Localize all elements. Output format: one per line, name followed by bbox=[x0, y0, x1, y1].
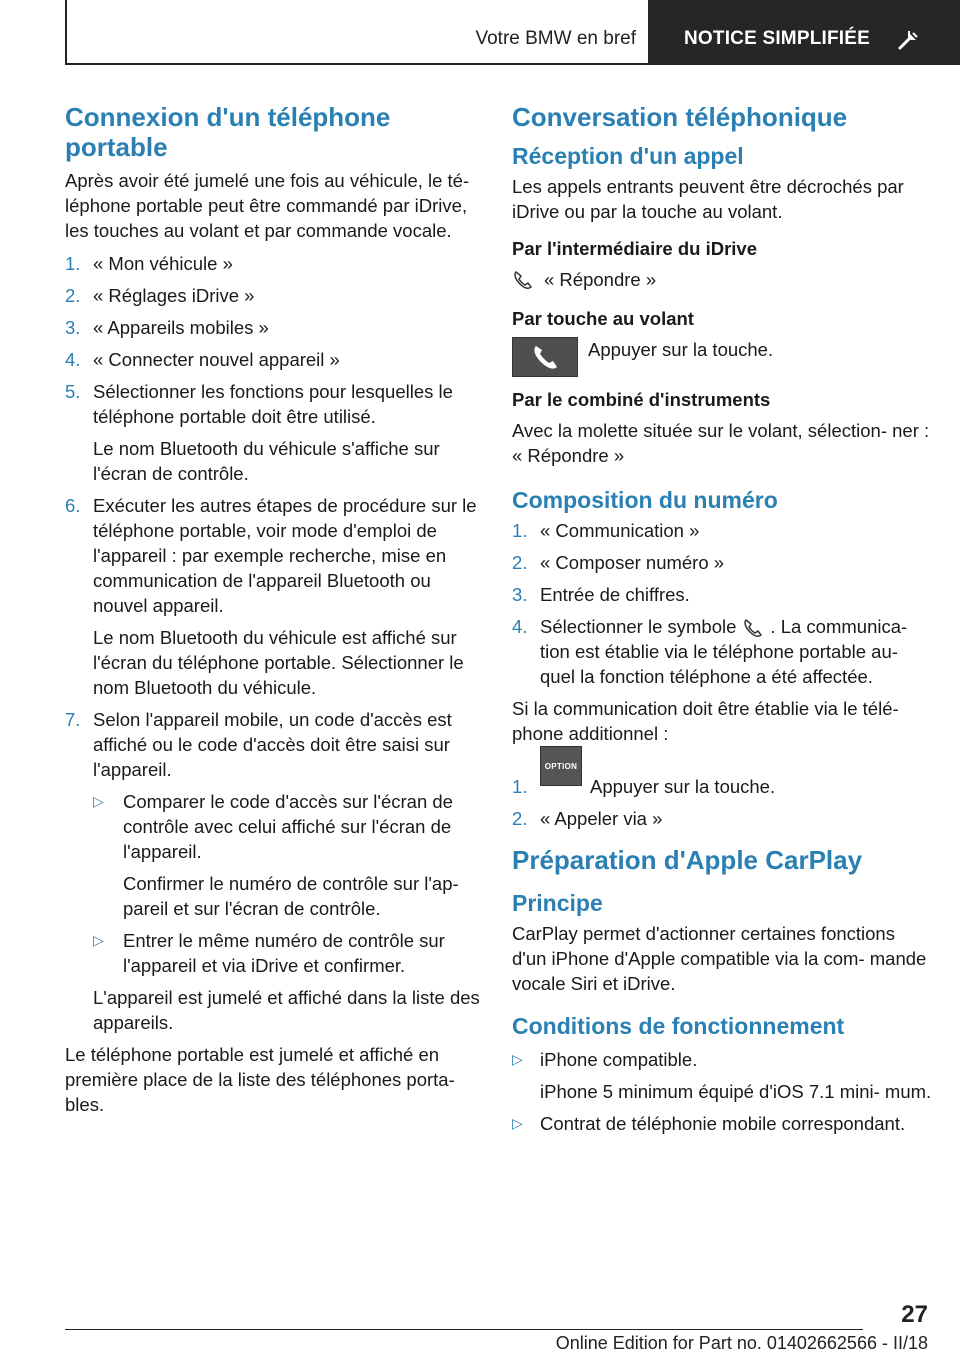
list-item bbox=[65, 283, 485, 308]
footer-edition: Online Edition for Part no. 01402662566 - II/18 bbox=[555, 1333, 928, 1353]
phone-handset-icon bbox=[742, 618, 764, 638]
list-item bbox=[512, 806, 932, 831]
list-item bbox=[512, 550, 932, 575]
bullet-item bbox=[93, 789, 485, 921]
step-number: 4. bbox=[65, 349, 81, 370]
step-text: Exécuter les autres étapes de procédure sur le téléphone portable, voir mode d'emploi de l'appareil : par exemple recherche, mise en communication de l'appareil Bluetooth ou nouvel appareil. bbox=[93, 495, 477, 616]
step-after: L'appareil est jumelé et affiché dans la liste des appareils. bbox=[93, 987, 480, 1033]
bullet-item bbox=[512, 1111, 932, 1136]
step-text-pre: Sélectionner le symbole bbox=[540, 616, 737, 637]
bullet-extra: Confirmer le numéro de contrôle sur l'ap- pareil et sur l'écran de contrôle. bbox=[123, 873, 459, 919]
triangle-bullet-icon: ▷ bbox=[93, 932, 104, 948]
left-title: Connexion d'un téléphone portable bbox=[65, 102, 391, 162]
pointer-arrow-icon bbox=[897, 29, 919, 51]
code-bullets bbox=[93, 789, 485, 978]
bullet-extra: iPhone 5 minimum équipé d'iOS 7.1 mini- mum. bbox=[540, 1081, 932, 1102]
header-section-title: Votre BMW en bref bbox=[475, 28, 636, 49]
list-item bbox=[65, 251, 485, 276]
step-number: 1. bbox=[65, 253, 81, 274]
bullet-text: Entrer le même numéro de contrôle sur l'appareil et via iDrive et confirmer. bbox=[123, 930, 445, 976]
step-number: 3. bbox=[512, 584, 528, 605]
idrive-label: Par l'intermédiaire du iDrive bbox=[512, 238, 757, 259]
left-outro: Le téléphone portable est jumelé et affiché en première place de la liste des téléphones porta- bles. bbox=[65, 1044, 455, 1115]
idrive-answer-text: « Répondre » bbox=[544, 269, 657, 290]
list-item bbox=[65, 347, 485, 372]
list-item bbox=[65, 315, 485, 340]
conditions-list bbox=[512, 1047, 932, 1136]
pairing-steps bbox=[65, 251, 485, 1035]
step-text: « Communication » bbox=[540, 520, 700, 541]
left-intro: Après avoir été jumelé une fois au véhicule, le té- léphone portable peut être commandé par iDrive, les touches au volant et par commande vocale. bbox=[65, 170, 470, 241]
list-item bbox=[512, 614, 932, 689]
wheel-row bbox=[512, 337, 932, 377]
list-item bbox=[65, 707, 485, 1035]
step-number: 4. bbox=[512, 616, 528, 637]
triangle-bullet-icon: ▷ bbox=[93, 793, 104, 809]
step-extra: Le nom Bluetooth du véhicule est affiché sur l'écran du téléphone portable. Sélectionner le nom Bluetooth du véhicule. bbox=[93, 627, 464, 698]
step-number: 5. bbox=[65, 381, 81, 402]
step-number: 6. bbox=[65, 495, 81, 516]
step-text: Appuyer sur la touche. bbox=[590, 776, 776, 797]
right-column bbox=[512, 102, 932, 1143]
step-text: Sélectionner les fonctions pour lesquelles le téléphone portable doit être utilisé. bbox=[93, 381, 453, 427]
step-number: 2. bbox=[65, 285, 81, 306]
cluster-text: Avec la molette située sur le volant, sélection- ner : « Répondre » bbox=[512, 420, 930, 466]
composition-heading: Composition du numéro bbox=[512, 487, 778, 513]
list-item bbox=[65, 493, 485, 700]
bullet-item bbox=[512, 1047, 932, 1104]
step-text: « Appeler via » bbox=[540, 808, 663, 829]
step-text: « Composer numéro » bbox=[540, 552, 725, 573]
principle-heading: Principe bbox=[512, 890, 603, 916]
list-item bbox=[65, 379, 485, 486]
reception-intro: Les appels entrants peuvent être décrochés par iDrive ou par la touche au volant. bbox=[512, 176, 904, 222]
step-number: 3. bbox=[65, 317, 81, 338]
step-text: Selon l'appareil mobile, un code d'accès est affiché ou le code d'accès doit être saisi sur l'appareil. bbox=[93, 709, 452, 780]
step-text: « Appareils mobiles » bbox=[93, 317, 269, 338]
bullet-text: Contrat de téléphonie mobile correspondant. bbox=[540, 1113, 906, 1134]
composition-steps bbox=[512, 518, 932, 689]
idrive-answer-row bbox=[512, 267, 932, 292]
step-number: 1. bbox=[512, 520, 528, 541]
page-number: 27 bbox=[901, 1301, 928, 1328]
list-item bbox=[512, 760, 932, 799]
wheel-label: Par touche au volant bbox=[512, 308, 694, 329]
triangle-bullet-icon: ▷ bbox=[512, 1051, 523, 1067]
step-text: « Réglages iDrive » bbox=[93, 285, 255, 306]
header-rule-horizontal bbox=[65, 63, 648, 65]
additional-steps bbox=[512, 760, 932, 831]
header-badge-label: NOTICE SIMPLIFIÉE bbox=[684, 28, 871, 49]
step-text: « Mon véhicule » bbox=[93, 253, 233, 274]
phone-handset-icon bbox=[512, 270, 534, 290]
bullet-text: iPhone compatible. bbox=[540, 1049, 698, 1070]
cluster-label: Par le combiné d'instruments bbox=[512, 389, 771, 410]
conditions-heading: Conditions de fonctionnement bbox=[512, 1013, 845, 1039]
step-text: Entrée de chiffres. bbox=[540, 584, 690, 605]
list-item bbox=[512, 582, 932, 607]
step-extra: Le nom Bluetooth du véhicule s'affiche sur l'écran de contrôle. bbox=[93, 438, 440, 484]
step-number: 7. bbox=[65, 709, 81, 730]
step-number: 2. bbox=[512, 808, 528, 829]
steering-phone-button-icon bbox=[512, 337, 578, 377]
left-column bbox=[65, 102, 485, 1125]
step-number: 2. bbox=[512, 552, 528, 573]
header-badge bbox=[648, 0, 960, 65]
option-button-icon: OPTION bbox=[540, 746, 582, 786]
right-title: Conversation téléphonique bbox=[512, 102, 848, 132]
bullet-item bbox=[93, 928, 485, 978]
step-text: « Connecter nouvel appareil » bbox=[93, 349, 340, 370]
reception-heading: Réception d'un appel bbox=[512, 143, 744, 169]
carplay-title: Préparation d'Apple CarPlay bbox=[512, 845, 863, 875]
bullet-text: Comparer le code d'accès sur l'écran de contrôle avec celui affiché sur l'écran de l'appareil. bbox=[123, 791, 453, 862]
step-text-post: . La communica- tion est établie via le téléphone portable au- quel la fonction téléphone a été affectée. bbox=[540, 616, 908, 687]
step-number: 1. bbox=[512, 776, 528, 797]
list-item bbox=[512, 518, 932, 543]
header-rule-vertical bbox=[65, 0, 67, 64]
principle-text: CarPlay permet d'actionner certaines fonctions d'un iPhone d'Apple compatible via la com- mande vocale Siri et iDrive. bbox=[512, 923, 927, 994]
triangle-bullet-icon: ▷ bbox=[512, 1115, 523, 1131]
additional-phone-text: Si la communication doit être établie via le télé- phone additionnel : bbox=[512, 698, 899, 744]
wheel-text: Appuyer sur la touche. bbox=[588, 339, 774, 360]
footer-rule bbox=[65, 1329, 863, 1330]
